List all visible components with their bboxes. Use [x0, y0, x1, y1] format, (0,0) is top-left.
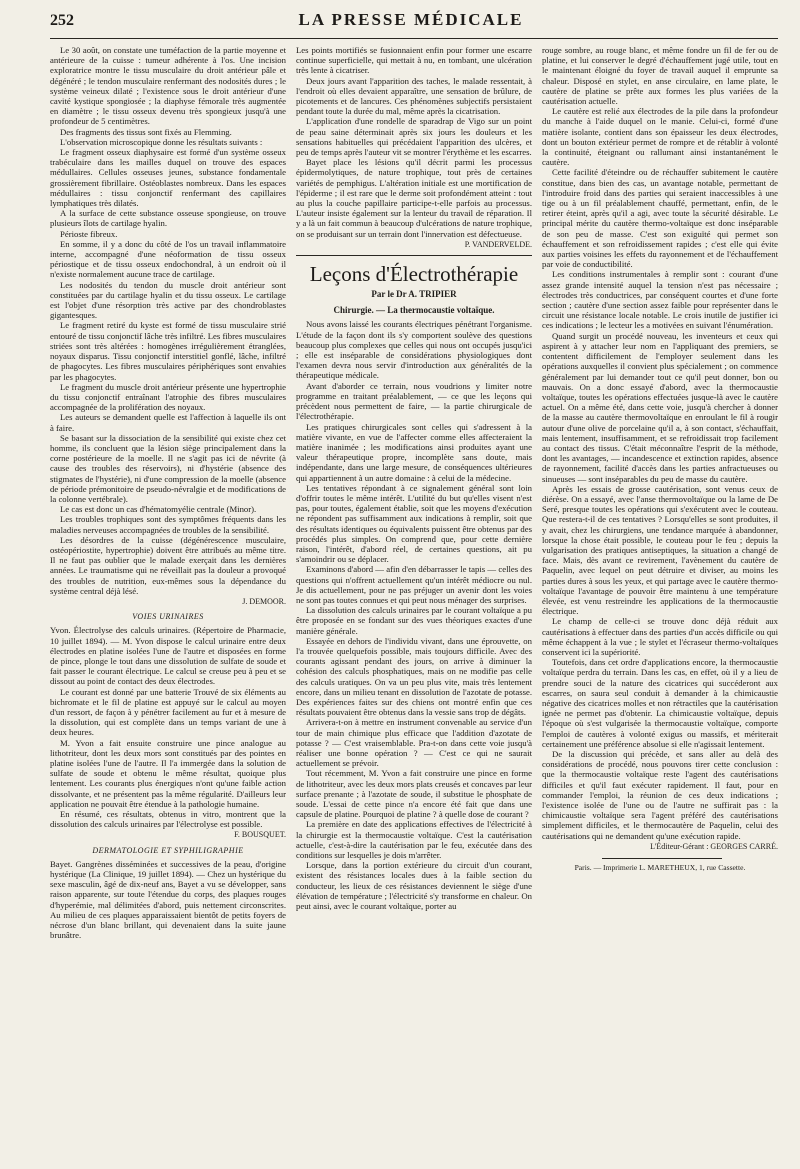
paragraph: Les tentatives répondant à ce signalement général sont loin d'offrir toutes le même intérêt. L'utilité du but qu'elles visent n'est pas, pour toutes, également établie, soit que les moyens d'exécution ne répondent pas suffisamment aux indications à remplir, soit que des résultats identiques ou équivalents puissent être obtenus par des procédés plus simples. On comprend que, pour cette dernière raison, l'intérêt, d'abord réel, de certaines questions, ait pu s'amoindrir ou se déplacer. — [296, 482, 532, 565]
editor-signature: L'Éditeur-Gérant : GEORGES CARRÉ. — [650, 841, 778, 851]
lesson-author: Par le Dr A. TRIPIER — [371, 289, 457, 300]
paragraph: Tout récemment, M. Yvon a fait construire une pince en forme de lithotriteur, avec les deux mors plats creusés et concaves par leur surface prenante ; à l'azotate de soude, il substitue le phosphate de soude. L'essai de cette pince n'a encore été fait que dans une capsule de platine. Pourquoi de platine ? à quelle dose de courant ? — [296, 768, 532, 820]
paragraph: La dissolution des calculs urinaires par le courant voltaïque a pu être proposée en se fondant sur des vues théoriques exactes d'une manière générale. — [296, 605, 532, 636]
lesson-title: Leçons d'Électrothérapie — [309, 262, 519, 287]
paragraph: Les conditions instrumentales à remplir sont : courant d'une assez grande intensité auquel la tension n'est pas nécessaire ; électrodes très conductrices, par conséquent courtes et d'une forte section ; cautère d'une section assez faible pour représenter dans le circuit une résistance locale notable. Le crois inutile de justifier ici ces indications ; le lecteur les a motivées en suivant l'énumération. — [542, 269, 778, 331]
paragraph: Bayet place les lésions qu'il décrit parmi les processus épidermolytiques, de nature trophique, tout près de certaines variétés de pemphigus. L'altération initiale est une mortification de l'épiderme ; il est rare que le derme soit profondément atteint : tout au plus la couche papillaire participe-t-elle parfois au processus. L'auteur insiste également sur la lenteur du travail de réparation. Il y a là un fait commun à beaucoup d'ulcérations de nature trophique, on se produisant sur un terrain dont l'innervation est défectueuse. — [296, 157, 532, 239]
page-number: 252 — [50, 12, 74, 29]
paragraph: Arrivera-t-on à mettre en instrument convenable au service d'un tour de main chimique plus efficace que l'addition d'azotate de potasse ? — C'est vraisemblable. Pra-t-on dans cette voie jusqu'à réaliser une bonne opération ? — C'est ce qui ne saurait actuellement se prévoir. — [296, 717, 532, 769]
paragraph: En somme, il y a donc du côté de l'os un travail inflammatoire interne, accompagné d'une néoformation de tissu osseux périostique et de tissu osseux endochondral, à un endroit où il n'existe normalement aucune trace de cartilage. — [50, 238, 286, 280]
column-right — [542, 45, 778, 1135]
paragraph: Nous avons laissé les courants électriques pénétrant l'organisme. L'étude de la façon dont ils s'y comportent soulève des questions beaucoup plus complexes que celles qui nous ont occupés jusqu'ici ; elle est inséparable de considérations physiologiques dont l'examen devra nous servir d'introduction aux généralités de la thérapeutique médicale. — [296, 319, 532, 381]
paragraph: Quand surgit un procédé nouveau, les inventeurs et ceux qui aspirent à y attacher leur nom en l'appliquant des premiers, se contentent difficilement de l'employer seulement dans les opérations auxquelles il convient plus spécialement ; on commence généralement par lui demander tout ce qu'il peut donner, bon ou mauvais. On a donc essayé d'abord, avec la thermocaustie voltaïque, toutes les opérations effectuées jusque-là avec le cautère actuel. On a même été, dans cette voie, jusqu'à chercher à donner de la masse au cautère thermovoltaïque en enroulant le fil à rougir autour d'une olive de porcelaine qu'il a, à son contact, s'échauffait, mais lentement, insuffisamment, et se refroidissait trop facilement au contact des tissus. C'était méconnaître l'esprit de la méthode, dont les avantages, — incandescence et extinction rapides, absence de rayonnement, facilité d'accès dans les parties anfractueuses ou sinueuses — sont inséparables du peu de masse du cautère. — [542, 330, 778, 484]
section-divider — [296, 255, 532, 256]
author-signature: P. VANDERVELDE. — [464, 239, 532, 249]
paragraph: rouge sombre, au rouge blanc, et même fondre un fil de fer ou de platine, et lui conserver le degré d'échauffement jugé utile, tout en le maintenant éloigné du foyer de travail auquel il emprunte sa chaleur. Disposé en stylet, en anse circulaire, en lame plate, le cautère de platine se prête aux formes les plus variées de la cautérisation actuelle. — [542, 45, 778, 107]
lesson-subtitle: Chirurgie. — La thermocaustie voltaïque. — [333, 305, 495, 316]
section-heading-urinary: VOIES URINAIRES — [132, 612, 204, 622]
paragraph: Le cas est donc un cas d'hématomyélie centrale (Minor). — [60, 504, 257, 515]
paragraph: Cette facilité d'éteindre ou de réchauffer subitement le cautère constitue, dans bien des cas, un avantage notable, permettant de l'introduire froid dans des parties qui seraient inaccessibles à une tige ou à un fil préalablement chauffé, permettant, enfin, de le retirer éteint, après qu'il a agi, avec toute la sécurité désirable. Le principal mérite du cautère thermo-voltaïque est donc inséparable de son peu de masse. C'est son exiguïté qui permet son échauffement et son refroidissement rapides ; c'est elle qui évite aux parties voisines les effets du rayonnement et de l'échauffement par voie de conductibilité. — [542, 167, 778, 270]
paragraph: Périoste fibreux. — [60, 228, 118, 239]
paragraph: Après les essais de grosse cautérisation, sont venus ceux de diérèse. On a essayé, avec l'anse thermovoltaïque ou la lame de De Seré, presque toutes les opérations qui s'exécutent avec le couteau. Que restera-t-il de ces tentatives ? Lorsqu'elles se sont produites, il y avait, chez les chirurgiens, une tendance marquée à abandonner, lorsque la chose était possible, le couteau pour le feu ; depuis la vulgarisation des pratiques antiseptiques, la situation a changé de face. Mais, dès avant ce revirement, l'avènement du cautère de Paquelin, avec lequel on peut détruire et diviser, au moins les parties dures à sous les yeux, et qui partage avec le cautère thermo-voltaïque l'avantage de pouvoir être maintenu à une température élevée, est venu restreindre les applications de la thermocaustie électrique. — [542, 483, 778, 617]
column-left — [50, 45, 286, 1135]
paragraph: La première en date des applications effectives de l'électricité à la chirurgie est la thermocaustie voltaïque. C'est la cautérisation actuelle, c'est-à-dire la cautérisation par le feu, exécutée dans des conditions sur lesquelles je dois m'arrêter. — [296, 819, 532, 861]
author-signature: J. DEMOOR. — [242, 596, 286, 606]
paragraph: Le fragment du muscle droit antérieur présente une hypertrophie du tissu conjonctif entraînant l'atrophie des fibres musculaires accompagnée de la prolifération des noyaux. — [50, 381, 286, 413]
paragraph: Avant d'aborder ce terrain, nous voudrions y limiter notre programme en traitant préalablement, — ce que les leçons qui précèdent nous permettent de faire, — la partie chirurgicale de l'électrothérapie. — [296, 380, 532, 422]
paragraph: Essayée en dehors de l'individu vivant, dans une éprouvette, on l'a trouvée quelquefois possible, mais toujours difficile. Avec des courants agissant pendant des jours, on arrive à diminuer la cohésion des calculs phosphatiques, mais on ne modifie pas celle des calculs uratiques. On va un peu plus vite, mais très lentement encore, dans un milieu tenant en dissolution de l'azotate de potasse. Des expériences faites sur des chiens ont montré enfin que ces résultats pouvaient être obtenus dans la vessie sans trop de dégâts. — [296, 635, 532, 718]
columns — [50, 45, 778, 1135]
paragraph: Lorsque, dans la portion extérieure du circuit d'un courant, existent des résistances locales dues à la faible section du conducteur, les lieux de ces résistances deviennent le siège d'une élévation de température ; l'électricité s'y transforme en chaleur. On peut ainsi, avec le courant voltaïque, porter au — [296, 860, 532, 912]
paragraph: Les points mortifiés se fusionnaient enfin pour former une escarre continue superficielle, qui mettait à nu, en tombant, une ulcération très lente à cicatriser. — [296, 45, 532, 76]
paragraph: Les désordres de la cuisse (dégénérescence musculaire, ostéopériostite, hypertrophie) doivent être attribués au même titre. Il ne faut pas oublier que le malade exerçait dans les dernières années. Le traumatisme qui ne réveillait pas la douleur a provoqué des troubles de nutrition, eux-mêmes sous la dépendance du système central déjà lésé. — [50, 534, 286, 596]
paragraph: Se basant sur la dissociation de la sensibilité qui existe chez cet homme, ils concluent que la lésion siège principalement dans la corne postérieure de la moelle. Il ne s'agit pas ici de névrite (à cause des troubles des réservoirs), ni d'hystérie (absence des stigmates de l'hystérie), ni d'une compression de la moelle (absence de période prémonitoire de pseudo-névralgie et de modifications de la colonne vertébrale). — [50, 432, 286, 504]
page-header — [50, 10, 778, 39]
paragraph: Le fragment retiré du kyste est formé de tissu musculaire strié entouré de tissu conjonctif lâche très infiltré. Les fibres musculaires striées sont très altérées : homogènes irrégulièrement étranglées, noyaux disparus. Tissu conjonctif interstitiel gonflé, lâche, infiltré de phagocytes. Les fibres musculaires périphériques sont envahies par les phagocytes. — [50, 320, 286, 382]
paragraph: Des fragments des tissus sont fixés au Flemming. — [60, 126, 232, 137]
section-heading-dermatology: DERMATOLOGIE ET SYPHILIGRAPHIE — [92, 845, 244, 855]
paragraph: Toutefois, dans cet ordre d'applications encore, la thermocaustie voltaïque perdra du terrain. Dans les cas, en effet, où il y a lieu de prendre souci de la nature des cicatrices qui succéderont aux escarres, on saura seul conduit à demander à la chimicaustie négative des cicatrices molles et non rétractiles que la cautérisation ignée ne permet pas d'obtenir. La chimicaustie voltaïque, depuis l'époque où s'est vulgarisée la thermocaustie voltaïque, comporte l'emploi de cautères à volonté exigus ou massifs, et mériterait certainement une préférence absolue si elle n'agissait lentement. — [542, 657, 778, 749]
column-middle — [296, 45, 532, 1135]
paragraph: Les troubles trophiques sont des symptômes fréquents dans les maladies nerveuses accompagnées de troubles de la sensibilité. — [50, 514, 286, 535]
paragraph: Le courant est donné par une batterie Trouvé de six éléments au bichromate et le fil de platine est appuyé sur le calcul au moyen d'un ressort, de façon à y pénétrer facilement au fur et à mesure de la dissolution, qui est complète dans un temps variant de une à deux heures. — [50, 686, 286, 738]
paragraph: M. Yvon a fait ensuite construire une pince analogue au lithotriteur, dont les deux mors sont constitués par des pointes en platine isolées l'une de l'autre. Il l'a immergée dans la solution de sulfate de soude et obtenu le même résultat, quoique plus lentement. Les courants plus énergiques n'ont qu'une faible action dissolvante, et ne présentent pas la même régularité. D'ailleurs leur application ne pouvait être étendue à la pathologie humaine. — [50, 737, 286, 809]
paragraph: Le 30 août, on constate une tuméfaction de la partie moyenne et antérieure de la cuisse : tumeur adhérente à l'os. Une incision exploratrice montre le tissu musculaire du droit antérieur pâle et dégénéré ; le tendon musculaire renfermant des nodosités dures ; le système veineux dilaté ; l'existence sous le droit antérieur d'une cavité kystique spongiosée ; la diaphyse fémorale très augmentée en diamètre ; le tissu osseux devenu très spongieux jusqu'à une profondeur de 5 centimètres. — [50, 45, 286, 127]
paragraph: Bayet. Gangrènes disséminées et successives de la peau, d'origine hystérique (La Clinique, 19 juillet 1894). — Chez un hystérique du sexe masculin, âgé de dix-neuf ans, Bayet a vu se développer, sans raison apparente, sur toute l'étendue du corps, des plaques rouges d'hyperémie, mal délimitées d'abord, puis nettement circonscrites. Au milieu de ces plaques apparaissaient bientôt de petits foyers de nécrose d'un blanc brillant, qui devenaient dans la suite jaune brunâtre. — [50, 858, 286, 941]
paragraph: De la discussion qui précède, et sans aller au delà des considérations de procédé, nous pouvons tirer cette conclusion : que la thermocaustie voltaïque reste l'agent des cautérisations difficiles et qu'il faut exécuter rapidement. Il faut, pour en commander l'emploi, la réunion de ces deux indications ; l'existence isolée de l'une ou de l'autre ne suffirait pas : la chimicaustie voltaïque sera l'agent préféré des cautérisations simplement difficiles, et le thermocautère de Paquelin, celui des cautérisations qui ne demandent qu'une exécution rapide. — [542, 749, 778, 841]
paragraph: Yvon. Électrolyse des calculs urinaires. (Répertoire de Pharmacie, 10 juillet 1894). — M. Yvon dispose le calcul urinaire entre deux électrodes en platine isolées l'une de l'autre et disposées en forme de pince, plonge le tout dans une dissolution de sulfate de soude et fait passer le courant électrique. Le calcul se creuse peu à peu et se dissout au point de contact des deux électrodes. — [50, 625, 286, 687]
paragraph: En résumé, ces résultats, obtenus in vitro, montrent que la dissolution des calculs urinaires par l'électrolyse est possible. — [50, 809, 286, 830]
paragraph: A la surface de cette substance osseuse spongieuse, on trouve plusieurs îlots de cartilage hyalin. — [50, 208, 286, 229]
paragraph: Le fragment osseux diaphysaire est formé d'un système osseux trabéculaire dans les mailles duquel on trouve des espaces médullaires. Cellules osseuses jeunes, substance fondamentale grossièrement fibrillaire. Ostéoblastes nombreux. Dans les espaces médullaires : tissu conjonctif renfermant des capillaires lymphatiques très dilatés. — [50, 147, 286, 209]
journal-title: LA PRESSE MÉDICALE — [298, 10, 524, 29]
footer-divider — [602, 858, 722, 859]
paragraph: Les nodosités du tendon du muscle droit antérieur sont constituées par du cartilage hyalin et du tissu osseux. Le cartilage est l'objet d'une résorption très active par des chondroblastes gigantesques. — [50, 279, 286, 321]
paragraph: Les pratiques chirurgicales sont celles qui s'adressent à la matière vivante, en vue de l'affecter comme elles affecteraient la matière inanimée ; les modifications ainsi produites ayant une valeur thérapeutique propre, incomplète sans doute, mais indépendante, dans une large mesure, de conséquences ultérieures qui appartiennent à un autre domaine : à celui de la médecine. — [296, 421, 532, 483]
paragraph: Le champ de celle-ci se trouve donc déjà réduit aux cautérisations à effectuer dans des parties d'un accès difficile ou qui même échappent à la vue ; le stylet et l'écraseur thermo-voltaïques conservent ici la supériorité. — [542, 616, 778, 657]
paragraph: Les auteurs se demandent quelle est l'affection à laquelle ils ont à faire. — [50, 412, 286, 433]
paragraph: Le cautère est relié aux électrodes de la pile dans la profondeur du manche à l'aide duquel on le manie. Celui-ci, formé d'une matière isolante, contient dans son épaisseur les deux électrodes, dont un bouton extérieur permet de rompre et de rétablir à volonté la continuité, éteignant ou rallumant ainsi instantanément le cautère. — [542, 106, 778, 168]
paragraph: L'application d'une rondelle de sparadrap de Vigo sur un point de peau saine déterminait après six jours les douleurs et les sensations habituelles qui précédaient l'apparition des ulcères, et peu de temps après l'auteur vit se montrer l'érythème et les escarres. — [296, 116, 532, 158]
paragraph: Examinons d'abord — afin d'en débarrasser le tapis — celles des questions qui n'offrent actuellement qu'un intérêt médiocre ou nul. Je dis actuellement, pour ne pas préjuger un avenir dont les voies ne sont pas toutes connues et qui peut nous ménager des surprises. — [296, 564, 532, 605]
printer-imprint: Paris. — Imprimerie L. MARETHEUX, 1, rue Cassette. — [574, 863, 746, 873]
author-signature: F. BOUSQUET. — [234, 830, 286, 840]
paragraph: L'observation microscopique donne les résultats suivants : — [60, 136, 263, 147]
paragraph: Deux jours avant l'apparition des taches, le malade ressentait, à l'endroit où elles devaient apparaître, une sensation de brûlure, de picotements et de lancures. Ces phénomènes subjectifs persistaient pendant toute la durée du mal, même après la cicatrisation. — [296, 75, 532, 117]
